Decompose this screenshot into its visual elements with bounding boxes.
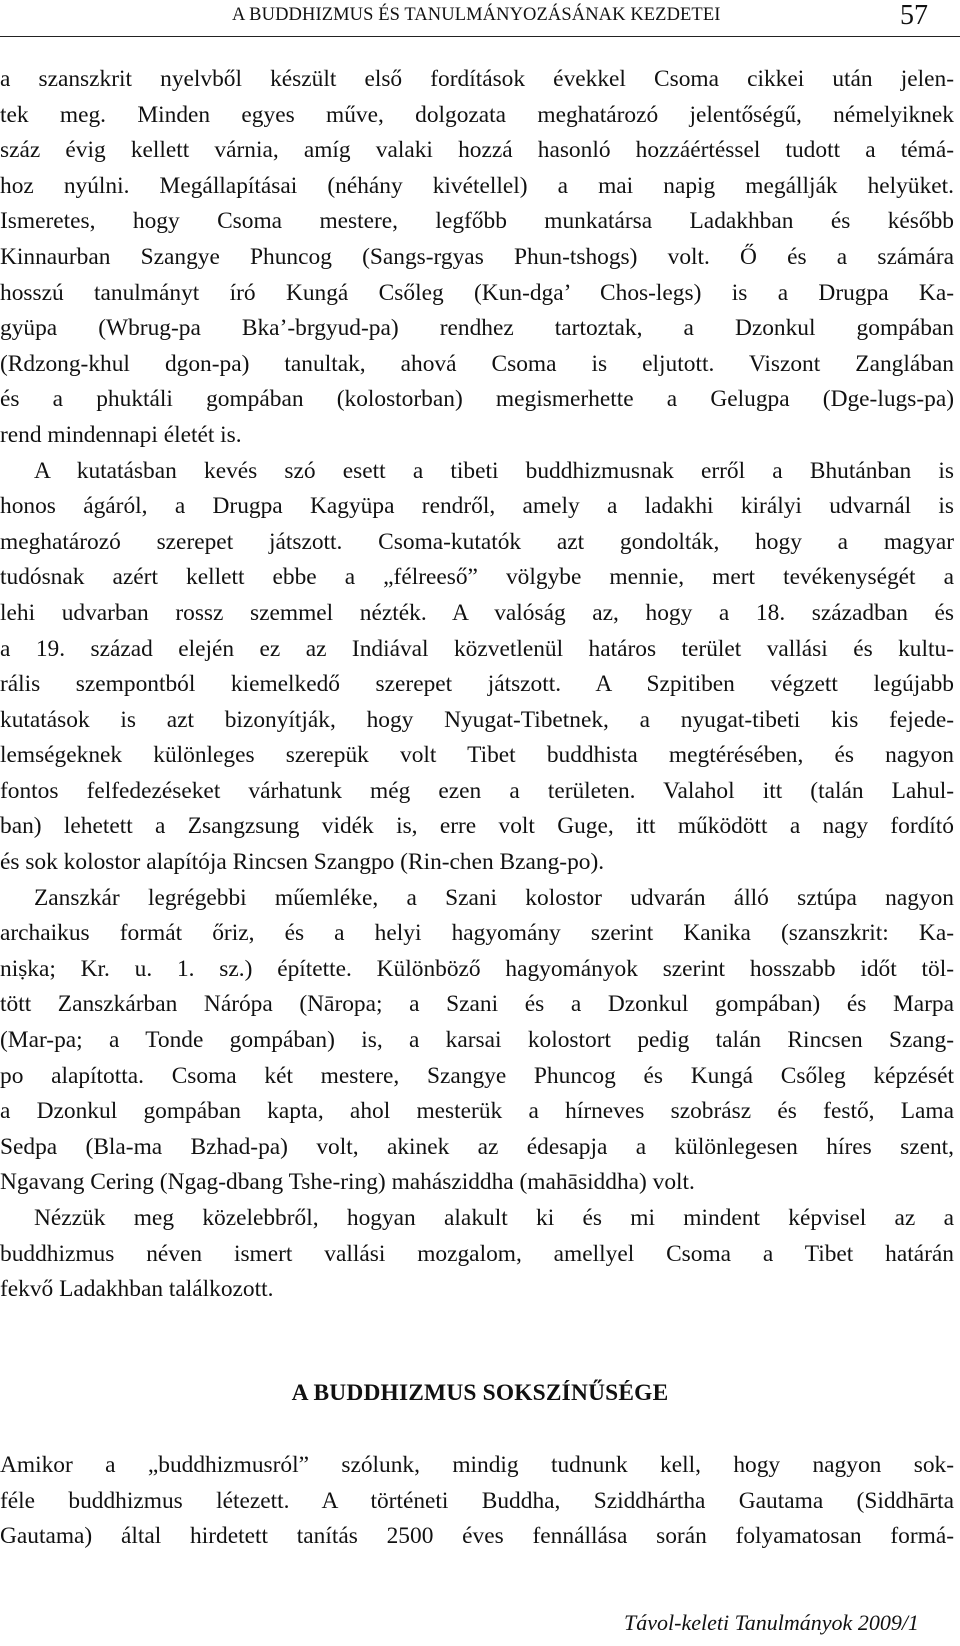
text-line: niṣka; Kr. u. 1. sz.) építette. Különböző hagyományok szerint hosszabb időt töl- (0, 955, 954, 982)
text-line: ban) lehetett a Zsangzsung vidék is, erre volt Guge, itt működött a nagy fordító (0, 813, 954, 840)
text-line: rend mindennapi életét is. (0, 421, 242, 448)
text-line: száz évig kellett várnia, amíg valaki hozzá hasonló hozzáértéssel tudott a témá- (0, 137, 954, 164)
body-text-section (0, 1448, 954, 1555)
text-line: Ngavang Cering (Ngag-dbang Tshe-ring) mahásziddha (mahāsiddha) volt. (0, 1169, 695, 1196)
text-line: archaikus formát őriz, és a helyi hagyomány szerint Kanika (szanszkrit: Ka- (0, 920, 954, 947)
section-title: A BUDDHIZMUS SOKSZÍNŰSÉGE (291, 1380, 669, 1406)
text-line: Amikor a „buddhizmusról” szólunk, mindig tudnunk kell, hogy nagyon sok- (0, 1452, 954, 1478)
text-line: tudósnak azért kellett ebbe a „félreeső” völgybe mennie, mert tevékenységét a (0, 564, 954, 591)
text-line: Sedpa (Bla-ma Bzhad-pa) volt, akinek az édesapja a különlegesen híres szent, (0, 1133, 954, 1160)
text-line: és sok kolostor alapítója Rincsen Szangpo (Rin-chen Bzang-po). (0, 849, 605, 876)
text-line: Gautama) által hirdetett tanítás 2500 éves fennállása során folyamatosan formá- (0, 1523, 954, 1550)
text-line: féle buddhizmus létezett. A történeti Buddha, Sziddhártha Gautama (Siddhārta (0, 1487, 954, 1514)
header-rule (0, 36, 960, 37)
text-line: rális szempontból kiemelkedő szerepet játszott. A Szpitiben végzett legújabb (0, 671, 954, 698)
body-text (0, 62, 954, 1308)
text-line: a Dzonkul gompában kapta, ahol mesterük a hírneves szobrász és festő, Lama (0, 1098, 954, 1125)
journal-footer: Távol-keleti Tanulmányok 2009/1 (624, 1610, 919, 1635)
text-line: fekvő Ladakhban találkozott. (0, 1276, 274, 1303)
text-line: po alapította. Csoma két mestere, Szangye Phuncog és Kungá Csőleg képzését (0, 1062, 954, 1089)
text-line: meghatározó szerepet játszott. Csoma-kutatók azt gondolták, hogy a magyar (0, 528, 954, 555)
text-line: (Mar-pa; a Tonde gompában) is, a karsai kolostort pedig talán Rincsen Szang- (0, 1027, 954, 1054)
text-line: fontos felfedezéseket várhatunk még ezen a területen. Valahol itt (talán Lahul- (0, 777, 954, 804)
text-line: és a phuktáli gompában (kolostorban) megismerhette a Gelugpa (Dge-lugs-pa) (0, 386, 954, 413)
page-number: 57 (900, 0, 928, 31)
text-line: Ismeretes, hogy Csoma mestere, legfőbb munkatársa Ladakhban és később (0, 208, 954, 235)
running-header (0, 0, 960, 40)
text-line: gyüpa (Wbrug-pa Bka’-brgyud-pa) rendhez tartoztak, a Dzonkul gompában (0, 315, 954, 342)
text-line: Nézzük meg közelebbről, hogyan alakult ki és mi mindent képvisel az a (34, 1205, 954, 1231)
text-line: hoz nyúlni. Megállapításai (néhány kivétellel) a mai napig megállják helyüket. (0, 172, 954, 199)
text-line: A kutatásban kevés szó esett a tibeti buddhizmusnak erről a Bhutánban is (34, 457, 954, 484)
text-line: a 19. század elején ez az Indiával közvetlenül határos terület vallási és kultu- (0, 635, 954, 662)
text-line: tött Zanszkárban Nárópa (Nāropa; a Szani és a Dzonkul gompában) és Marpa (0, 991, 954, 1018)
running-title: A BUDDHIZMUS ÉS TANULMÁNYOZÁSÁNAK KEZDETEI (232, 5, 721, 25)
text-line: a szanszkrit nyelvből készült első fordítások évekkel Csoma cikkei után jelen- (0, 66, 954, 92)
text-line: honos ágáról, a Drugpa Kagyüpa rendről, amely a ladakhi királyi udvarnál is (0, 493, 954, 520)
text-line: buddhizmus néven ismert vallási mozgalom, amellyel Csoma a Tibet határán (0, 1240, 954, 1267)
text-line: Zanszkár legrégebbi műemléke, a Szani kolostor udvarán álló sztúpa nagyon (34, 884, 954, 911)
text-line: hosszú tanulmányt író Kungá Csőleg (Kun-dga’ Chos-legs) is a Drugpa Ka- (0, 279, 954, 306)
text-line: lemségeknek különleges szerepük volt Tibet buddhista megtérésében, és nagyon (0, 742, 954, 769)
text-line: Kinnaurban Szangye Phuncog (Sangs-rgyas Phun-tshogs) volt. Ő és a számára (0, 243, 954, 270)
text-line: (Rdzong-khul dgon-pa) tanultak, ahová Csoma is eljutott. Viszont Zanglában (0, 350, 954, 377)
text-line: lehi udvarban rossz szemmel nézték. A valóság az, hogy a 18. században és (0, 599, 954, 626)
text-line: kutatások is azt bizonyítják, hogy Nyugat-Tibetnek, a nyugat-tibeti kis fejede- (0, 706, 954, 733)
text-line: tek meg. Minden egyes műve, dolgozata meghatározó jelentőségű, némelyiknek (0, 101, 954, 128)
